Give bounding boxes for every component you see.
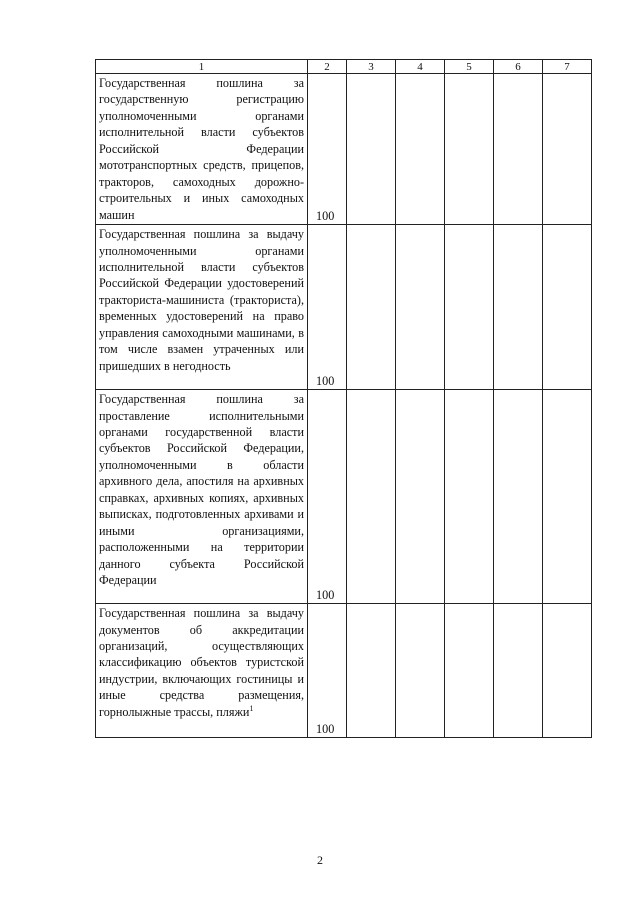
- empty-cell: [347, 390, 396, 604]
- duty-description: Государственная пошлина за государственную регистрацию уполномоченными органами исполнительной власти субъектов Российской Федерации мототранспортных средств, прицепов, тракторов, самоходных дорожно-строительных и иных самоходных машин: [96, 74, 308, 225]
- empty-cell: [494, 74, 543, 225]
- empty-cell: [396, 74, 445, 225]
- empty-cell: [494, 225, 543, 390]
- empty-cell: [543, 390, 592, 604]
- table-row: [96, 225, 592, 390]
- footnote-marker: 1: [249, 703, 254, 713]
- empty-cell: [445, 604, 494, 738]
- empty-cell: [494, 604, 543, 738]
- empty-cell: [543, 74, 592, 225]
- column-header: 6: [494, 60, 543, 74]
- empty-cell: [396, 225, 445, 390]
- column-header: 1: [96, 60, 308, 74]
- duty-amount: 100: [308, 74, 347, 225]
- column-header: 4: [396, 60, 445, 74]
- duty-amount: 100: [308, 390, 347, 604]
- empty-cell: [347, 225, 396, 390]
- empty-cell: [543, 225, 592, 390]
- empty-cell: [396, 390, 445, 604]
- empty-cell: [543, 604, 592, 738]
- empty-cell: [347, 604, 396, 738]
- page-number: 2: [317, 853, 323, 867]
- duty-table: [95, 59, 592, 738]
- column-header: 5: [445, 60, 494, 74]
- table-row: [96, 390, 592, 604]
- empty-cell: [347, 74, 396, 225]
- duty-description: [96, 604, 308, 738]
- duty-amount: 100: [308, 604, 347, 738]
- empty-cell: [396, 604, 445, 738]
- column-header: 2: [308, 60, 347, 74]
- empty-cell: [445, 390, 494, 604]
- empty-cell: [445, 74, 494, 225]
- empty-cell: [445, 225, 494, 390]
- column-header: 3: [347, 60, 396, 74]
- header-row: [96, 60, 592, 74]
- empty-cell: [494, 390, 543, 604]
- duty-description-text: Государственная пошлина за выдачу документов об аккредитации организаций, осуществляющих классификацию объектов туристской индустрии, включающих гостиницы и иные средства размещения, горнолыжные трассы, пляжи: [99, 606, 304, 719]
- duty-amount: 100: [308, 225, 347, 390]
- table-row: [96, 74, 592, 225]
- table-row: [96, 604, 592, 738]
- duty-description: Государственная пошлина за проставление исполнительными органами государственной власти субъектов Российской Федерации, уполномоченными в области архивного дела, апостиля на архивных справках, архивных копиях, архивных выписках, подготовленных архивами и иными организациями, расположенными на территории данного субъекта Российской Федерации: [96, 390, 308, 604]
- duty-description: Государственная пошлина за выдачу уполномоченными органами исполнительной власти субъектов Российской Федерации удостоверений тракториста-машиниста (тракториста), временных удостоверений на право управления самоходными машинами, в том числе взамен утраченных или пришедших в негодность: [96, 225, 308, 390]
- column-header: 7: [543, 60, 592, 74]
